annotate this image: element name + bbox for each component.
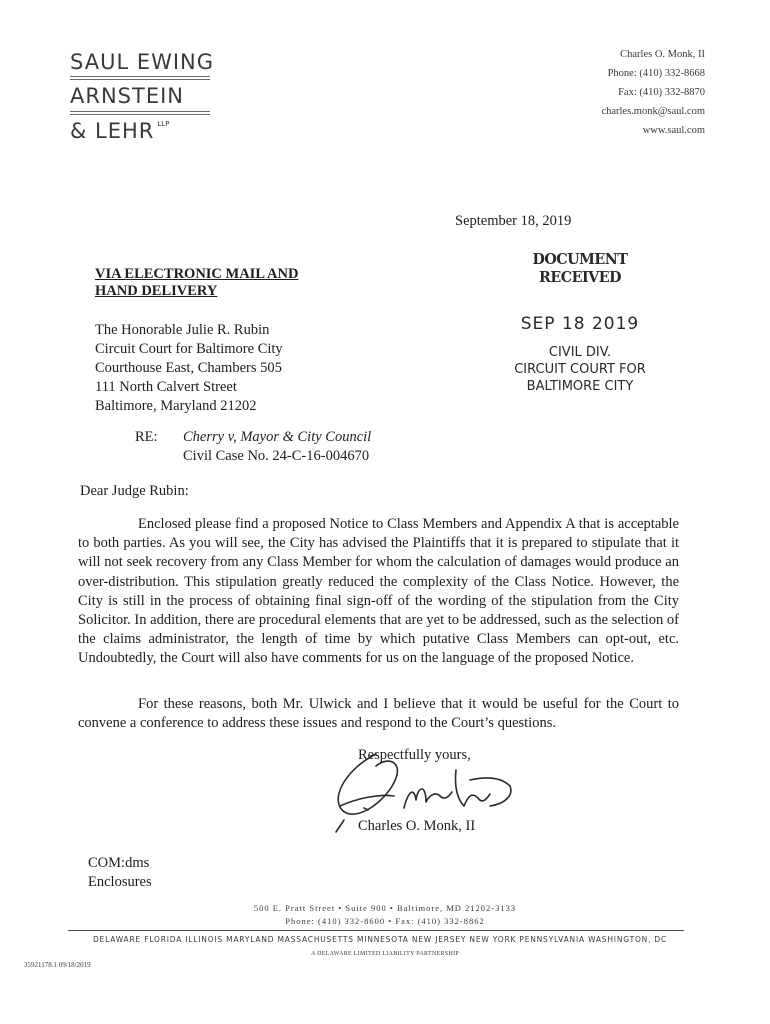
logo-line-3-text: & LEHR: [70, 119, 155, 143]
case-name: Cherry v, Mayor & City Council: [183, 429, 372, 445]
sender-contact: [601, 45, 705, 140]
re-label: RE:: [135, 429, 158, 445]
footer-street: 500 E. Pratt Street • Suite 900 • Baltimore, MD 21202-3133: [253, 903, 517, 913]
footer-address: [0, 902, 770, 928]
sender-website: www.saul.com: [642, 125, 705, 136]
reference-initials: [88, 854, 152, 892]
footer-phone: Phone: (410) 332-8600 • Fax: (410) 332-8862: [285, 916, 485, 926]
sender-email: charles.monk@saul.com: [601, 106, 705, 117]
stamp-city: BALTIMORE CITY: [526, 379, 634, 394]
received-stamp: [500, 250, 660, 395]
body-paragraph: For these reasons, both Mr. Ulwick and I believe that it would be useful for the Court to convene a conference to address these issues and respond to the Court’s questions.: [78, 696, 679, 732]
delivery-line-1: VIA ELECTRONIC MAIL AND: [95, 266, 299, 282]
signer-name: Charles O. Monk, II: [358, 818, 476, 834]
recipient-line: Baltimore, Maryland 21202: [95, 398, 257, 414]
sender-phone: Phone: (410) 332-8668: [607, 68, 705, 79]
sender-fax: Fax: (410) 332-8870: [618, 87, 705, 98]
delivery-method: [95, 266, 298, 300]
document-id: 35921178.1 09/18/2019: [24, 961, 91, 969]
logo-line-1: SAUL EWING: [70, 50, 215, 74]
logo-rule: [70, 114, 210, 115]
letter-date: September 18, 2019: [455, 213, 572, 229]
case-number: Civil Case No. 24-C-16-004670: [183, 448, 370, 464]
body-paragraph: Enclosed please find a proposed Notice to Class Members and Appendix A that is acceptable to both parties. As you will see, the City has advised the Plaintiffs that it is prepared to stipulate that it will not seek recovery from any Class Member for whom the calculation of damages would produce an over-distribution. This stipulation greatly reduced the complexity of the Class Notice. However, the City is still in the process of obtaining final sign-off of the wording of the stipulation from the City Solicitor. In addition, there are procedural elements that are yet to be addressed, such as the selection of the claims administrator, the length of time by which putative Class Members can opt-out, etc. Undoubtedly, the Court will also have comments for us on the language of the proposed Notice.: [78, 516, 679, 667]
delivery-line-2: HAND DELIVERY: [95, 283, 218, 299]
logo-rule: [70, 76, 210, 77]
footer-divider: [68, 930, 684, 931]
recipient-line: Circuit Court for Baltimore City: [95, 341, 283, 357]
logo-line-3: [70, 121, 169, 142]
footer-entity: A DELAWARE LIMITED LIABILITY PARTNERSHIP: [310, 951, 460, 957]
closing: Respectfully yours,: [358, 747, 471, 763]
typist-initials: COM:dms: [88, 855, 150, 871]
stamp-division: CIVIL DIV.: [548, 345, 612, 360]
logo-llp: LLP: [157, 120, 170, 128]
salutation: Dear Judge Rubin:: [80, 483, 189, 499]
enclosures-note: Enclosures: [88, 874, 152, 890]
recipient-line: The Honorable Julie R. Rubin: [95, 322, 270, 338]
footer-offices: DELAWARE FLORIDA ILLINOIS MARYLAND MASSACHUSETTS MINNESOTA NEW JERSEY NEW YORK PENNSYLVANIA WASHINGTON, DC: [92, 935, 668, 944]
logo-line-2: ARNSTEIN: [70, 84, 184, 108]
sender-name: Charles O. Monk, II: [620, 49, 705, 60]
re-body: [183, 428, 371, 466]
recipient-line: Courthouse East, Chambers 505: [95, 360, 282, 376]
logo-rule: [70, 79, 210, 80]
stamp-date: SEP 18 2019: [520, 314, 640, 334]
recipient-line: 111 North Calvert Street: [95, 379, 237, 395]
recipient-address: [95, 321, 283, 416]
stamp-court: CIRCUIT COURT FOR: [514, 362, 646, 377]
logo-rule: [70, 111, 210, 112]
stamp-heading: DOCUMENT RECEIVED: [532, 250, 628, 286]
